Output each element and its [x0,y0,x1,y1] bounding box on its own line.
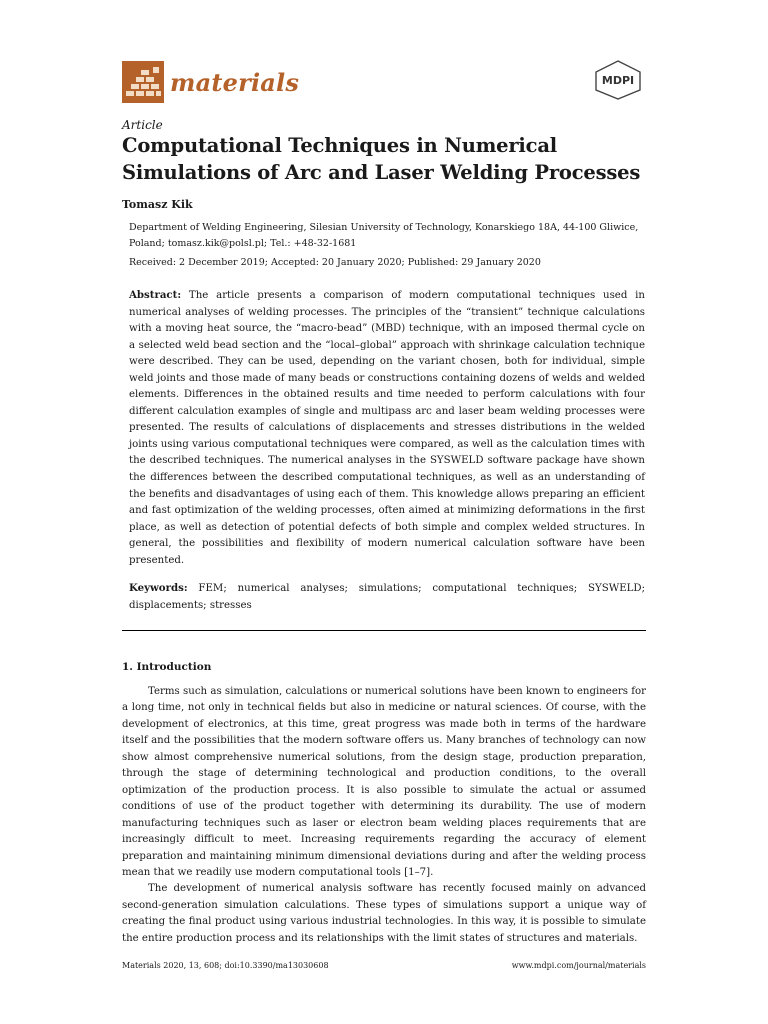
author-affiliation: Department of Welding Engineering, Silesian University of Technology, Konarskiego 18A, 44-100 Gliwice, Poland; tomasz.kik@polsl.pl; Tel.: +48-32-1681 [129,222,639,249]
footer-citation: Materials 2020, 13, 608; doi:10.3390/ma13030608 [122,961,329,970]
author-name: Tomasz Kik [122,198,193,211]
publisher-name: MDPI [601,74,635,87]
footer-url[interactable]: www.mdpi.com/journal/materials [511,961,646,970]
keywords-text: FEM; numerical analyses; simulations; computational techniques; SYSWELD; displacements; stresses [129,583,645,611]
paragraph: The development of numerical analysis software has recently focused mainly on advanced second-generation simulation calculations. These types of simulations support a unique way of creating the final product using various industrial technologies. In this way, it is possible to simulate the entire production process and its relationships with the limit states of structures and materials. [122,883,646,944]
article-type: Article [122,118,163,132]
abstract-text: The article presents a comparison of modern computational techniques used in numerical analyses of welding processes. The principles of the “transient” technique calculations with a moving heat source, the “macro-bead” (MBD) technique, with an imposed thermal cycle on a selected weld bead section and the “local–global” approach with shrinkage calculation technique were described. They can be used, depending on the variant chosen, both for individual, simple weld joints and those made of many beads or constructions containing dozens of welds and welded elements. Differences in the obtained results and time needed to perform calculations with four different calculation examples of single and multipass arc and laser beam welding processes were presented. The results of calculations of displacements and stresses distributions in the welded joints using various computational techniques were compared, as well as the calculation times with the described techniques. The numerical analyses in the SYSWELD software package have shown the differences between the described computational techniques, as well as an understanding of the benefits and disadvantages of using each of them. This knowledge allows preparing an efficient and fast optimization of the welding processes, often aimed at minimizing deformations in the first place, as well as detection of potential defects of both simple and complex welded structures. In general, the possibilities and flexibility of modern numerical calculation software have been presented. [129,290,645,566]
materials-logo-icon [122,61,164,103]
abstract-label: Abstract: [129,289,182,301]
article-title: Computational Techniques in Numerical Simulations of Arc and Laser Welding Processes [122,134,641,184]
section-divider [122,630,646,631]
section-heading: 1. Introduction [122,661,212,673]
keywords [129,580,645,614]
keywords-label: Keywords: [129,582,188,594]
abstract [129,287,645,569]
paragraph: Terms such as simulation, calculations or numerical solutions have been known to engineers for a long time, not only in technical fields but also in medicine or natural sciences. Of course, with the development of electronics, at this time, great progress was made both in terms of the hardware itself and the possibilities that the modern software offers us. Many branches of technology can now show almost comprehensive numerical solutions, from the design stage, production preparation, through the stage of determining technological and production conditions, to the overall optimization of the production process. It is also possible to simulate the actual or assumed conditions of use of the product together with determining its durability. The use of modern manufacturing techniques such as laser or electron beam welding places requirements that are increasingly difficult to meet. Increasing requirements regarding the accuracy of element preparation and maintaining minimum dimensional deviations during and after the welding process mean that we readily use modern computational tools [1–7]. [122,686,646,878]
mdpi-logo-icon[interactable] [594,60,642,100]
publication-dates: Received: 2 December 2019; Accepted: 20 January 2020; Published: 29 January 2020 [129,257,541,268]
journal-name: materials [170,67,300,97]
body-text [122,684,646,947]
journal-logo[interactable] [122,60,299,104]
